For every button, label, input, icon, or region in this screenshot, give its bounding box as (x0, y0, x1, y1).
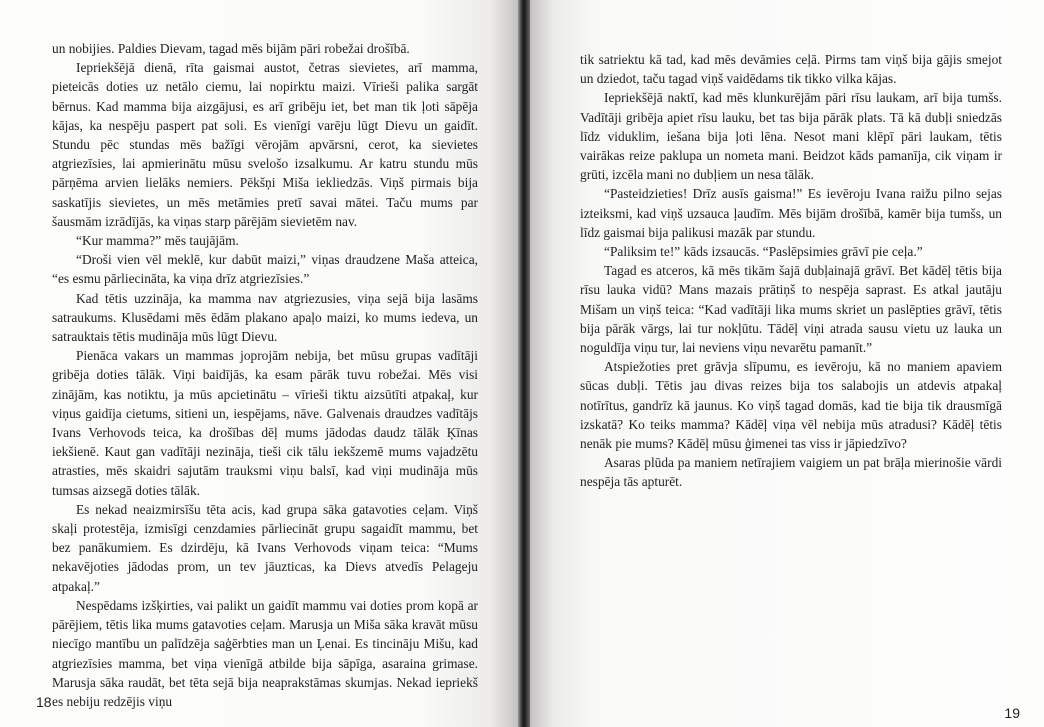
paragraph: tik satriektu kā tad, kad mēs devāmies ceļā. Pirms tam viņš bija gājis smejot un dziedot, taču tagad viņš vaidēdams tik tikko vilka kājas. (580, 52, 1002, 87)
page-number-left: 18 (36, 694, 52, 710)
paragraph: Nespēdams izšķirties, vai palikt un gaidīt mammu vai doties prom kopā ar pārējiem, tētis lika mums gatavoties ceļam. Marusja un Miša sāka kravāt mūsu niecīgo mantību un palīdzēja saģērbties man un Ļenai. Es tincināju Mišu, kad atgriezīsies mamma, bet viņa vienīgā atbilde bija sāpīga, asaraina grimase. Marusja sāka raudāt, bet tēta sejā bija neaprakstāmas skumjas. Nekad iepriekš es nebiju redzējis viņu (52, 597, 478, 709)
paragraph: Atspiežoties pret grāvja slīpumu, es ievēroju, kā no maniem apaviem sūcas dubļi. Tētis jau divas reizes bija tos salabojis un atdevis atpakaļ notīrītus, gandrīz kā jaunus. Ko viņš tagad domās, kad tie bija tik drausmīgā izskatā? Ko teiks mamma? Kādēļ viņa vēl nebija mūs atradusi? Kādēļ tētis nenāk pie mums? Kādēļ mūsu ģimenei tas viss ir jāpiedzīvo? (580, 359, 1002, 452)
paragraph: Es nekad neaizmirsīšu tēta acis, kad grupa sāka gatavoties ceļam. Viņš skaļi protestēja, izmisīgi cenzdamies pārliecināt grupu sagaidīt mammu, bet bez panākumiem. Es dzirdēju, kā Ivans Verhovods viņam teica: “Mums nekavējoties jādodas prom, un tev jāuzticas, ka Dievs atvedīs Pelageju atpakaļ.” (52, 501, 478, 594)
paragraph: Tagad es atceros, kā mēs tikām šajā dubļainajā grāvī. Bet kādēļ tētis bija rīsu lauka vidū? Mans mazais prātiņš to nespēja saprast. Es atkal jautāju Mišam un viņš teica: “Kad vadītāji lika mums skriet un paslēpties grāvī, tētis bija pārāk vārgs, lai tur nokļūtu. Tādēļ viņi atrada sausu vietu uz lauka un noguldīja viņu tur, lai neviens viņu nevarētu pamanīt.” (580, 263, 1002, 356)
paragraph: Iepriekšējā naktī, kad mēs klunkurējām pāri rīsu laukam, arī bija tumšs. Vadītāji gribēja apiet rīsu lauku, bet tas bija pārāk plats. Tā kā dubļi sniedzās līdz viduklim, iešana bija ļoti lēna. Nesot mani klēpī pāri laukam, tētis vairākas reize paklupa un nometa mani. Beidzot kāds pamanīja, cik viņam ir grūti, izcēla mani no dubļiem un nesa tālāk. (580, 90, 1002, 183)
right-page (522, 0, 1044, 727)
paragraph: “Pasteidzieties! Drīz ausīs gaisma!” Es ievēroju Ivana raižu pilno sejas izteiksmi, kad viņš uzsauca ļaudīm. Mēs bijām drošībā, kamēr bija tumšs, un līdz gaismai bija palikusi mazāk par stundu. (580, 186, 1002, 240)
page-number-right: 19 (1004, 705, 1020, 721)
left-page-text (52, 39, 478, 711)
paragraph: “Paliksim te!” kāds izsaucās. “Paslēpsimies grāvī pie ceļa.” (604, 244, 923, 260)
book-gutter (518, 0, 530, 727)
right-page-text (580, 50, 1002, 492)
paragraph: “Kur mamma?” mēs taujājām. (76, 233, 239, 249)
paragraph: Iepriekšējā dienā, rīta gaismai austot, četras sievietes, arī mamma, pieteicās doties uz netālo ciemu, lai nopirktu maizi. Vīrieši palika sargāt bērnus. Kad mamma bija aizgājusi, es arī gribēju iet, bet man tik ļoti sāpēja kājas, ka nespēju paspert pat soli. Es vienīgi varēju lūgt Dievu un gaidīt. Stundu pēc stundas mēs bažīgi vērojām apvārsni, cerot, ka sievietes atgriezīsies, lai apmierinātu mūsu svelošo izsalkumu. Ar katru stundu mūs pārņēma arvien lielāks nemiers. Pēkšņi Miša iekliedzās. Viņš pirmais bija saskatījis sievietes, un mēs metāmies pretī savai mātei. Taču mums par šausmām izrādījās, ka viņas starp pārējām sievietēm nav. (52, 60, 478, 229)
paragraph: Asaras plūda pa maniem netīrajiem vaigiem un pat brāļa mierinošie vārdi nespēja tās apturēt. (580, 455, 1002, 490)
paragraph: “Droši vien vēl meklē, kur dabūt maizi,” viņas draudzene Maša atteica, “es esmu pārliecināta, ka viņa drīz atgriezīsies.” (52, 252, 478, 287)
paragraph: Kad tētis uzzināja, ka mamma nav atgriezusies, viņa sejā bija lasāms satraukums. Klusēdami mēs ēdām plakano apaļo maizi, ko mums iedeva, un satrauktais tētis mudināja mūs lūgt Dievu. (52, 290, 478, 345)
paragraph: un nobijies. Paldies Dievam, tagad mēs bijām pāri robežai drošībā. (52, 41, 410, 56)
paragraph: Pienāca vakars un mammas joprojām nebija, bet mūsu grupas vadītāji gribēja doties tālāk. Viņi baidījās, ka esam pārāk tuvu robežai. Mēs visi zinājām, kas notiktu, ja mūs apcietinātu – vīrieši tiktu aizsūtīti atpakaļ, kur viņus gaidīja cietums, sitieni un, iespējams, nāve. Galvenais draudzes vadītājs Ivans Verhovods teica, ka drošības dēļ mums jādodas daudz tālāk Ķīnas iekšienē. Kaut gan vadītāji nezināja, tieši cik tālu iekšzemē mums vajadzētu atrasties, mēs skaidri sajutām trauksmi viņu balsī, kad viņi mudināja mūs tumsas aizsegā doties tālāk. (52, 348, 478, 498)
